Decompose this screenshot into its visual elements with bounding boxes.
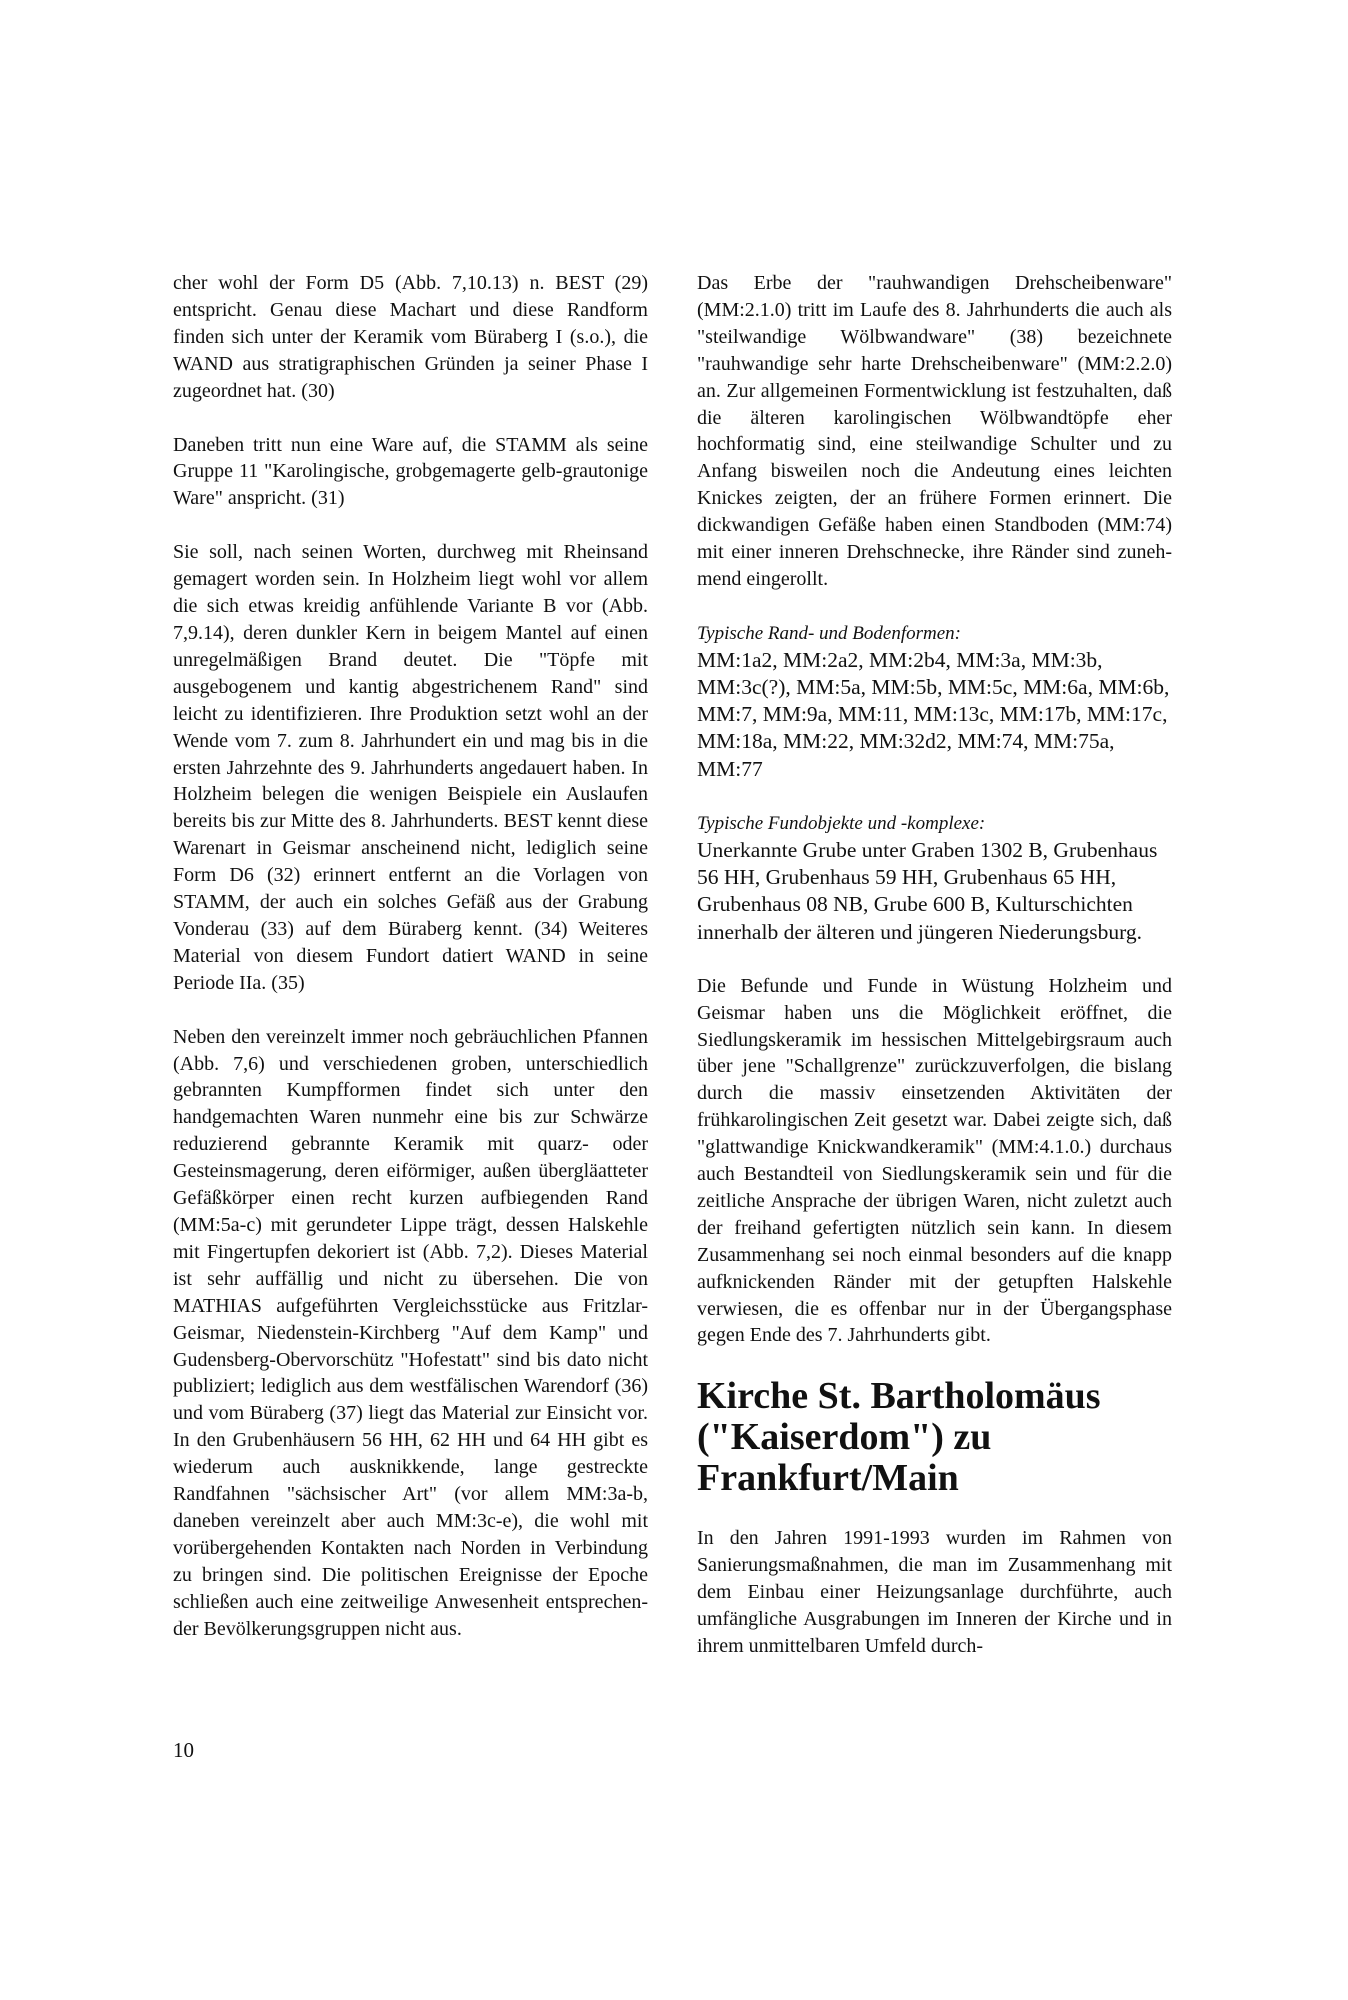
paragraph: In den Jahren 1991-1993 wurden im Rahmen von Sanierungsmaßnahmen, die man im Zusammenhang mit dem Einbau einer Heizungsanlage durchführte, auch umfängliche Ausgrabungen im Inneren der Kirche und in ihrem unmittelbaren Umfeld durch- xyxy=(697,1527,1172,1658)
page-number: 10 xyxy=(173,1738,194,1762)
right-column xyxy=(697,270,1172,1687)
section-heading: Kirche St. Bartholomäus ("Kaiserdom") zu Frankfurt/Main xyxy=(697,1375,1101,1500)
paragraph: cher wohl der Form D5 (Abb. 7,10.13) n. BEST (29) entspricht. Genau diese Machart und diese Randform finden sich unter der Keramik vom Büraberg I (s.o.), die WAND aus stratigraphischen Gründen ja seiner Phase I zugeordnet hat. (30) xyxy=(173,272,648,402)
find-list: Unerkannte Grube unter Graben 1302 B, Grubenhaus 56 HH, Grubenhaus 59 HH, Grubenhaus 65 HH, Grubenhaus 08 NB, Grube 600 B, Kulturschichten innerhalb der älteren und jüngeren Niederungsburg. xyxy=(697,837,1158,944)
left-column xyxy=(173,270,648,1670)
list-heading: Typische Fundobjekte und -komplexe: xyxy=(697,812,986,834)
list-heading: Typische Rand- und Bodenformen: xyxy=(697,622,962,644)
paragraph: Neben den vereinzelt immer noch gebräuchlichen Pfannen (Abb. 7,6) und verschiedenen groben, unterschiedlich gebrannten Kumpfformen findet sich unter den handgemachten Waren nunmehr eine bis zur Schwärze reduzierend gebrannte Keramik mit quarz- oder Gesteinsmagerung, deren eiförmiger, außen übergläatteter Gefäßkörper einen recht kurzen aufbiegenden Rand (MM:5a-c) mit gerundeter Lippe trägt, dessen Halskehle mit Fingertupfen dekoriert ist (Abb. 7,2). Dieses Material ist sehr auffällig und nicht zu übersehen. Die von MATHIAS aufgeführten Vergleichsstücke aus Fritzlar-Geismar, Niedenstein-Kirchberg "Auf dem Kamp" und Gudensberg-Obervorschütz "Hofestatt" sind bis dato nicht publiziert; lediglich aus dem westfälischen Warendorf (36) und vom Büraberg (37) liegt das Material zur Einsicht vor. In den Grubenhäusern 56 HH, 62 HH und 64 HH gibt es wiederum auch ausknikkende, lange gestreckte Randfahnen "sächsischer Art" (vor allem MM:3a-b, daneben vereinzelt aber auch MM:3c-e), die wohl mit vorübergehenden Kontakten nach Norden in Verbindung zu bringen sind. Die politischen Ereignisse der Epoche schließen auch eine zeitweilige Anwesenheit entsprechender Bevölkerungsgruppen nicht aus. xyxy=(173,1025,648,1640)
paragraph: Das Erbe der "rauhwandigen Drehscheibenware" (MM:2.1.0) tritt im Laufe des 8. Jahrhunderts die auch als "steilwandige Wölbwandware" (38) bezeichnete "rauhwandige sehr harte Drehscheibenware" (MM:2.2.0) an. Zur allgemeinen Formentwicklung ist festzuhalten, daß die älteren karolingischen Wölbwandtöpfe eher hochformatig sind, eine steilwandige Schulter und zu Anfang bisweilen noch die Andeutung eines leichten Knickes zeigten, der an frühere Formen erinnert. Die dickwandigen Gefäße haben einen Standboden (MM:74) mit einer inneren Drehschnecke, ihre Ränder sind zunehmend eingerollt. xyxy=(697,272,1172,590)
paragraph: Die Befunde und Funde in Wüstung Holzheim und Geismar haben uns die Möglichkeit eröffnet, die Siedlungskeramik im hessischen Mittelgebirgsraum auch über jene "Schallgrenze" zurückzuverfolgen, die bislang durch die massiv einsetzenden Aktivitäten der frühkarolingischen Zeit gesetzt war. Dabei zeigte sich, daß "glattwandige Knickwandkeramik" (MM:4.1.0.) durchaus auch Bestandteil von Siedlungskeramik sein und für die zeitliche Ansprache der übrigen Waren, nicht zuletzt auch der freihand gefertigten nützlich sein kann. In diesem Zusammenhang sei noch einmal besonders auf die knapp aufknickenden Ränder mit der getupften Halskehle verwiesen, die es offenbar nur in der Übergangsphase gegen Ende des 7. Jahrhunderts gibt. xyxy=(697,974,1172,1347)
form-list: MM:1a2, MM:2a2, MM:2b4, MM:3a, MM:3b, MM:3c(?), MM:5a, MM:5b, MM:5c, MM:6a, MM:6b, MM:7, MM:9a, MM:11, MM:13c, MM:17b, MM:17c, MM:18a, MM:22, MM:32d2, MM:74, MM:75a, MM:77 xyxy=(697,647,1170,781)
paragraph: Daneben tritt nun eine Ware auf, die STAMM als seine Gruppe 11 "Karolingische, grobgemagerte gelb-grautonige Ware" anspricht. (31) xyxy=(173,433,648,510)
paragraph: Sie soll, nach seinen Worten, durchweg mit Rheinsand gemagert worden sein. In Holzheim liegt wohl vor allem die sich etwas kreidig anfühlende Variante B vor (Abb. 7,9.14), deren dunkler Kern in beigem Mantel auf einen unregelmäßigen Brand deutet. Die "Töpfe mit ausgebogenem und kantig abgestrichenem Rand" sind leicht zu identifizieren. Ihre Produktion setzt wohl an der Wende vom 7. zum 8. Jahrhundert ein und mag bis in die ersten Jahrzehnte des 9. Jahrhunderts angedauert haben. In Holzheim belegen die wenigen Beispiele ein Auslaufen bereits bis zur Mitte des 8. Jahrhunderts. BEST kennt diese Warenart in Geismar anscheinend nicht, lediglich seine Form D6 (32) erinnert entfernt an die Vorlagen von STAMM, der auch ein solches Gefäß aus der Grabung Vonderau (33) auf dem Büraberg kennt. (34) Weiteres Material von diesem Fundort datiert WAND in seine Periode IIa. (35) xyxy=(173,541,648,994)
